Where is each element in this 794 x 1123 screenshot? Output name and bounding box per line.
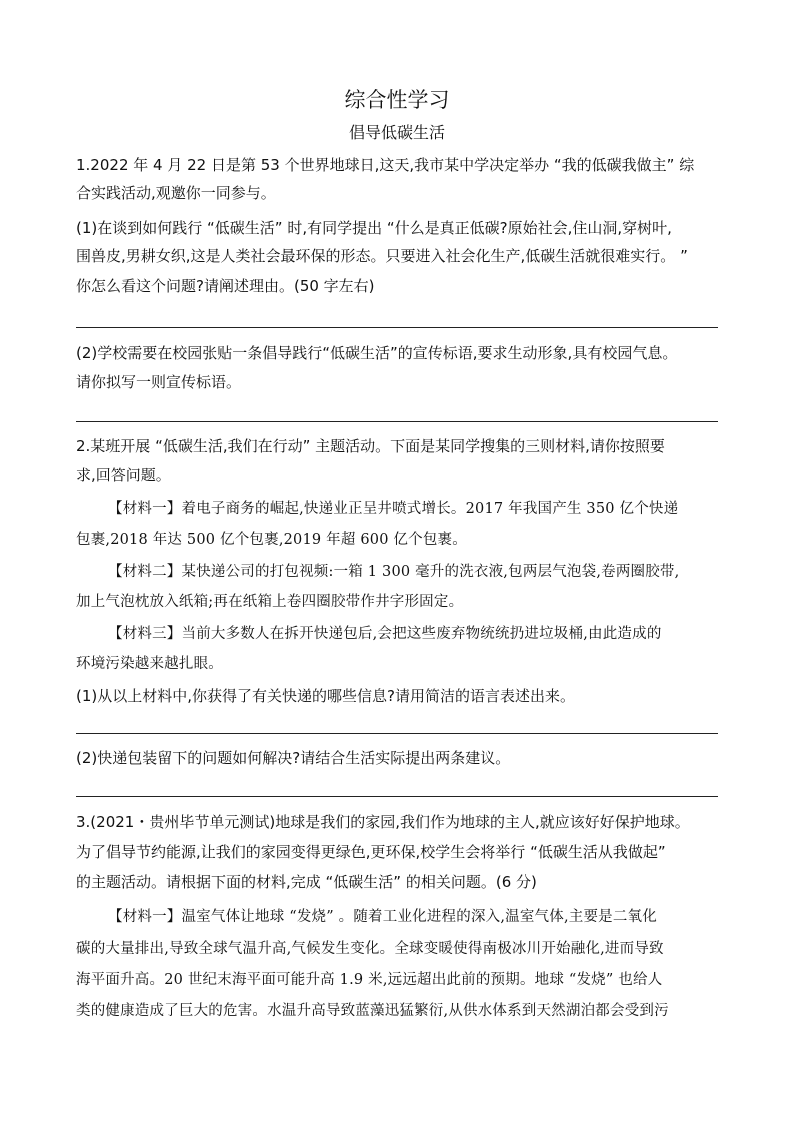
q2-part2-answer-line[interactable] (76, 796, 718, 797)
q3-line-2: 为了倡导节约能源,让我们的家园变得更绿色,更环保,校学生会将举行 “低碳生活从我做起” (76, 843, 666, 861)
q1-part1-line-1: (1)在谈到如何践行 “低碳生活” 时,有同学提出 “什么是真正低碳?原始社会,住山洞,穿树叶, (76, 219, 672, 237)
q2-part2: (2)快递包装留下的问题如何解决?请结合生活实际提出两条建议。 (76, 749, 511, 767)
q2-part1: (1)从以上材料中,你获得了有关快递的哪些信息?请用简洁的语言表述出来。 (76, 687, 575, 705)
q1-part2-line-1: (2)学校需要在校园张贴一条倡导践行“低碳生活”的宣传标语,要求生动形象,具有校园气息。 (76, 344, 678, 362)
q1-part1-answer-line[interactable] (76, 327, 718, 328)
q3-line-1: 3.(2021・贵州毕节单元测试)地球是我们的家园,我们作为地球的主人,就应该好好保护地球。 (76, 813, 690, 831)
q3-material-1-line-2: 碳的大量排出,导致全球气温升高,气候发生变化。全球变暖使得南极冰川开始融化,进而导致 (76, 941, 664, 957)
q1-part2-answer-line[interactable] (76, 421, 718, 422)
q1-part1-line-3: 你怎么看这个问题?请阐述理由。(50 字左右) (76, 277, 375, 295)
q3-material-1-line-3: 海平面升高。20 世纪末海平面可能升高 1.9 米,远远超出此前的预期。地球 “发烧” 也给人 (76, 972, 663, 988)
q3-line-3: 的主题活动。请根据下面的材料,完成 “低碳生活” 的相关问题。(6 分) (76, 873, 537, 891)
q1-line-2: 合实践活动,观邀你一同参与。 (76, 184, 276, 202)
page-title: 综合性学习 (344, 88, 450, 112)
q1-part2-line-2: 请你拟写一则宣传标语。 (76, 373, 242, 391)
q2-material-3-line-1: 【材料三】当前大多数人在拆开快递包后,会把这些废弃物统统扔进垃圾桶,由此造成的 (108, 626, 662, 642)
q2-line-1: 2.某班开展 “低碳生活,我们在行动” 主题活动。下面是某同学搜集的三则材料,请你按照要 (76, 437, 665, 455)
q2-material-2-line-1: 【材料二】某快递公司的打包视频:一箱 1 300 毫升的洗衣液,包两层气泡袋,卷两圈胶带, (108, 564, 680, 580)
q3-material-1-line-4: 类的健康造成了巨大的危害。水温升高导致蓝藻迅猛繁衍,从供水体系到天然湖泊都会受到污 (76, 1003, 669, 1019)
q2-material-1-line-2: 包裹,2018 年达 500 亿个包裹,2019 年超 600 亿个包裹。 (76, 532, 467, 548)
q3-material-1-line-1: 【材料一】温室气体让地球 “发烧” 。随着工业化进程的深入,温室气体,主要是二氧化 (108, 909, 657, 925)
q2-material-2-line-2: 加上气泡枕放入纸箱;再在纸箱上卷四圈胶带作井字形固定。 (76, 594, 464, 610)
q1-part1-line-2: 围兽皮,男耕女织,这是人类社会最环保的形态。只要进入社会化生产,低碳生活就很难实行。 ” (76, 247, 688, 265)
q2-material-1-line-1: 【材料一】着电子商务的崛起,快递业正呈井喷式增长。2017 年我国产生 350 亿个快递 (108, 501, 679, 517)
q2-part1-answer-line[interactable] (76, 733, 718, 734)
q2-line-2: 求,回答问题。 (76, 466, 171, 484)
q2-material-3-line-2: 环境污染越来越扎眼。 (76, 656, 223, 672)
q1-line-1: 1.2022 年 4 月 22 日是第 53 个世界地球日,这天,我市某中学决定举办 “我的低碳我做主” 综 (76, 156, 695, 174)
page-subtitle: 倡导低碳生活 (348, 123, 445, 142)
